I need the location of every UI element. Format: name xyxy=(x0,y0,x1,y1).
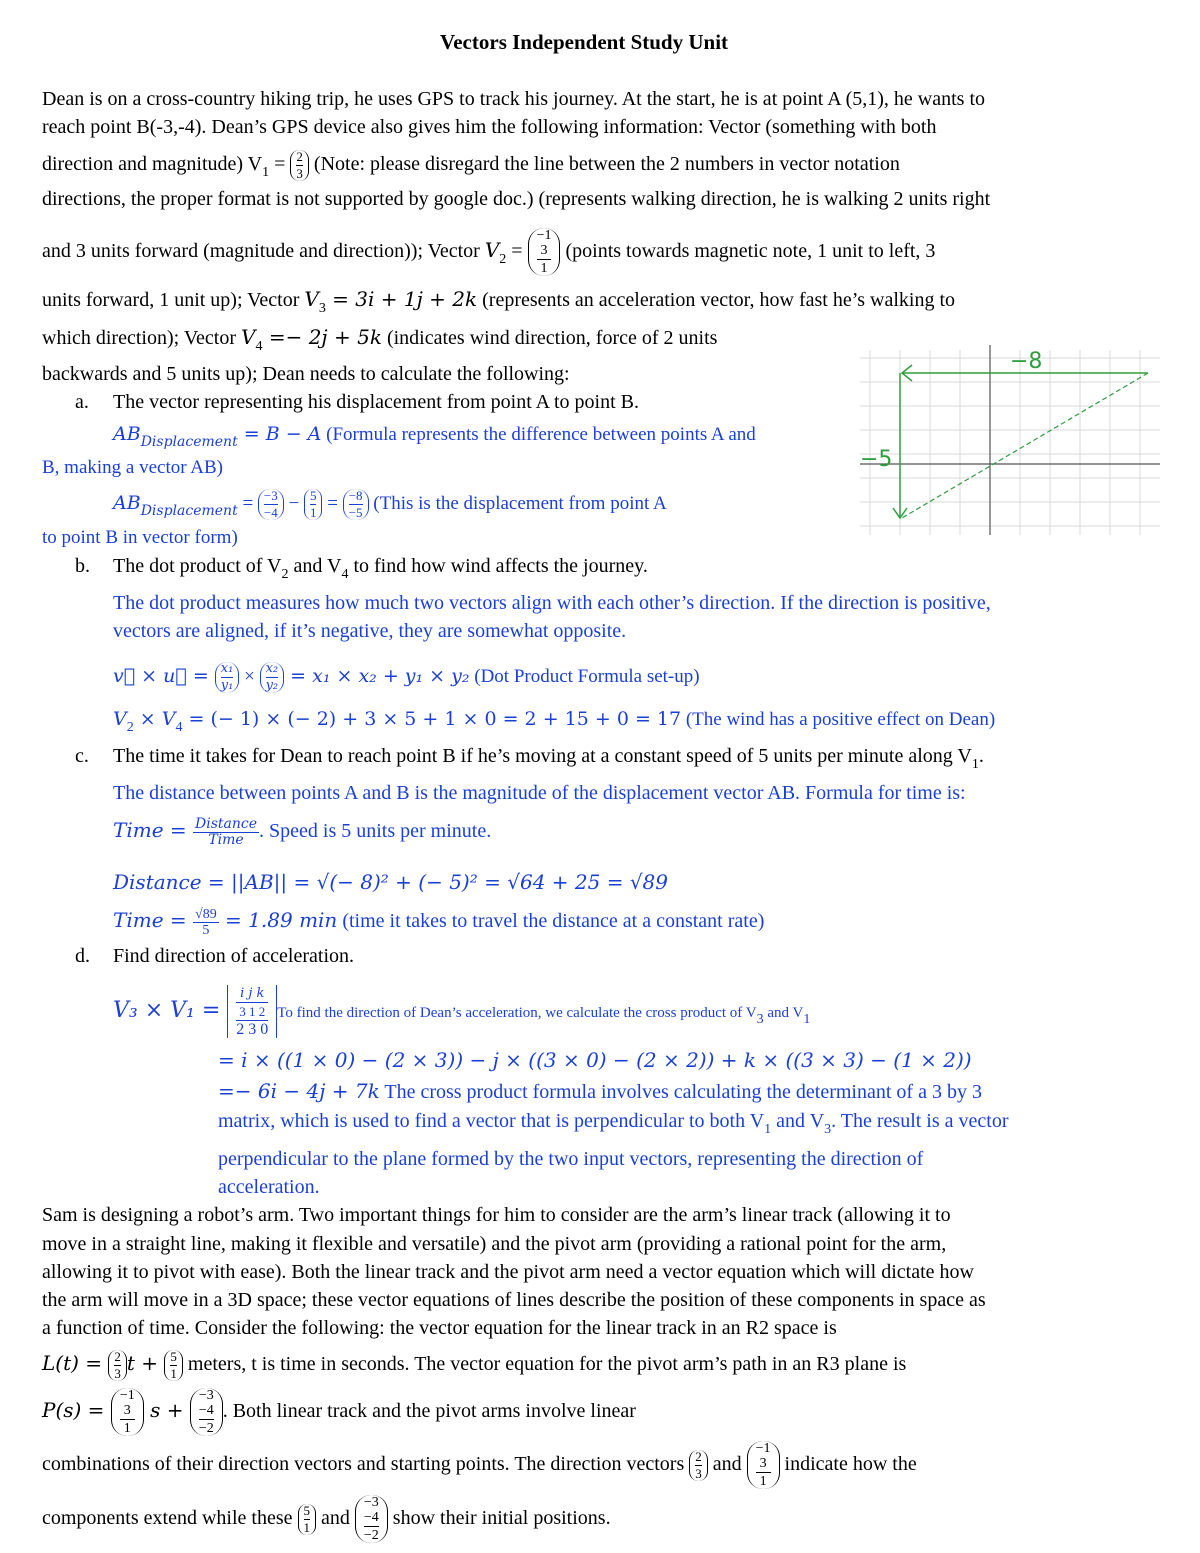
part-a-formula-cont: B, making a vector AB) xyxy=(42,457,223,478)
part-d-expansion: = i × ((1 × 0) − (2 × 3)) − j × ((3 × 0) − (2 × 2)) + k × ((3 × 3) − (1 × 2)) xyxy=(218,1048,972,1072)
page-title: Vectors Independent Study Unit xyxy=(440,30,729,54)
intro-line-6: units forward, 1 unit up); Vector $V_3 = 3i + 1j + 2k$ (represents an acceleration vector, how fast he’s walking to xyxy=(42,287,956,316)
intro-line-1: Dean is on a cross-country hiking trip, he uses GPS to track his journey. At the start, he is at point A (5,1), he wants to xyxy=(42,88,986,110)
part-a-label: a. xyxy=(75,391,89,413)
part-a-text: The vector representing his displacement from point A to point B. xyxy=(113,391,640,413)
part-d-explanation-1: matrix, which is used to find a vector that is perpendicular to both $V_1$ and $V_3$. The result is a vector xyxy=(218,1110,1009,1137)
sam-line-3: allowing it to pivot with ease). Both the linear track and the pivot arm need a vector equation which will dictate how xyxy=(42,1261,974,1283)
graph-label-x: −8 xyxy=(1010,349,1043,374)
graph-grid xyxy=(860,350,1160,535)
part-d-text: Find direction of acceleration. xyxy=(113,945,355,967)
intro-line-4: directions, the proper format is not supported by google doc.) (represents walking direction, he is walking 2 units right xyxy=(42,188,991,210)
part-c-text: The time it takes for Dean to reach point B if he’s moving at a constant speed of 5 units per minute along $V_1$. xyxy=(113,745,984,772)
part-d-explanation-2: perpendicular to the plane formed by the two input vectors, representing the direction of xyxy=(218,1148,924,1170)
part-b-text: The dot product of $V_2$ and $V_4$ to find how wind affects the journey. xyxy=(113,555,648,582)
sam-line-2: move in a straight line, making it flexible and versatile) and the pivot arm (providing a rational point for the arm, xyxy=(42,1233,947,1255)
part-a-calc: $AB_{Displacement}$ = $\frac{-3}{-4}$ − $\frac{5}{1}$ = $\frac{-8}{-5}$ (This is the displacement from point A xyxy=(113,488,667,521)
graph-label-y: −5 xyxy=(860,447,893,472)
sam-line-7: P(s) = −1 3 1 s + −3 −4 −2 . Both linear track and the pivot arms involve linear xyxy=(42,1388,636,1437)
part-b-explanation-2: vectors are aligned, if it’s negative, they are somewhat opposite. xyxy=(113,620,627,642)
part-c-label: c. xyxy=(75,745,89,767)
vector-ab: $\frac{-8}{-5}$ xyxy=(343,489,369,520)
sam-line-4: the arm will move in a 3D space; these vector equations of lines describe the position of these components in space as xyxy=(42,1289,986,1311)
sam-line-5: a function of time. Consider the following: the vector equation for the linear track in an R2 space is xyxy=(42,1317,837,1339)
intro-line-7: which direction); Vector $V_4 =- 2j + 5k$ (indicates wind direction, force of 2 units xyxy=(42,325,718,354)
part-d-result: =− 6i − 4j + 7k The cross product formula involves calculating the determinant of a 3 by 3 xyxy=(218,1079,982,1103)
intro-line-5: and 3 units forward (magnitude and direction)); Vector $V_2$ = −1 3 1 (points towards magnetic note, 1 unit to left, 3 xyxy=(42,228,936,277)
determinant-matrix: i j k 3 1 2 2 3 0 xyxy=(227,985,277,1038)
vector-a: $\frac{5}{1}$ xyxy=(304,489,323,520)
part-a-formula: $AB_{Displacement} = B - A$ (Formula represents the difference between points A and xyxy=(113,423,756,450)
sam-line-9: components extend while these $\frac{5}{1}$ and −3 −4 −2 show their initial positions. xyxy=(42,1495,611,1544)
displacement-graph-sketch xyxy=(850,340,1170,540)
intro-line-2: reach point B(-3,-4). Dean’s GPS device also gives him the following information: Vector (something with both xyxy=(42,116,937,138)
vector-v1: $\frac{2}{3}$ xyxy=(290,150,309,181)
part-b-calc: $V_2 \times V_4$ = (− 1) × (− 2) + 3 × 5 + 1 × 0 = 2 + 15 + 0 = 17 (The wind has a positive effect on Dean) xyxy=(113,708,996,735)
part-c-explanation: The distance between points A and B is the magnitude of the displacement vector AB. Formula for time is: xyxy=(113,782,966,804)
graph-diagonal-displacement xyxy=(902,373,1148,518)
part-d-cross-product: V₃ × V₁ = i j k 3 1 2 2 3 0 To find the direction of Dean’s acceleration, we calculate the cross product of $V_3$ and $V_1$ xyxy=(113,986,811,1039)
intro-line-8: backwards and 5 units up); Dean needs to calculate the following: xyxy=(42,363,570,385)
part-b-formula: v⃗ × u⃗ = $\frac{\text{x₁}}{\text{y₁}}$ × $\frac{\text{x₂}}{\text{y₂}}$ = x₁ × x₂ + y₁ × y₂ (Dot Product Formula set-up) xyxy=(113,661,700,694)
sam-line-6: L(t) = $\frac{2}{3}$ t + $\frac{5}{1}$ meters, t is time in seconds. The vector equation for the pivot arm’s path in an R3 plane is xyxy=(42,1348,907,1381)
part-b-label: b. xyxy=(75,555,90,577)
intro-line-3: direction and magnitude) $V_1$ = $\frac{2}{3}$ (Note: please disregard the line between the 2 numbers in vector notation xyxy=(42,149,900,181)
part-a-calc-cont: to point B in vector form) xyxy=(42,527,238,548)
vector-v2: −1 3 1 xyxy=(528,228,561,276)
part-d-explanation-3: acceleration. xyxy=(218,1176,320,1198)
part-d-label: d. xyxy=(75,945,90,967)
part-c-distance: Distance = ||AB|| = √(− 8)² + (− 5)² = √64 + 25 = √89 xyxy=(113,870,669,894)
sam-line-1: Sam is designing a robot’s arm. Two important things for him to consider are the arm’s linear track (allowing it to xyxy=(42,1204,951,1226)
part-c-time-formula: Time = Distance Time . Speed is 5 units per minute. xyxy=(113,815,492,848)
sam-line-8: combinations of their direction vectors and starting points. The direction vectors $\frac{2}{3}$ and −1 3 1 indicate how the xyxy=(42,1441,917,1490)
part-b-explanation-1: The dot product measures how much two vectors align with each other’s direction. If the direction is positive, xyxy=(113,592,991,614)
part-c-time-result: Time = $\frac{√89}{5}$ = 1.89 min (time it takes to travel the distance at a constant rate) xyxy=(113,906,765,938)
vector-b: $\frac{-3}{-4}$ xyxy=(258,489,284,520)
